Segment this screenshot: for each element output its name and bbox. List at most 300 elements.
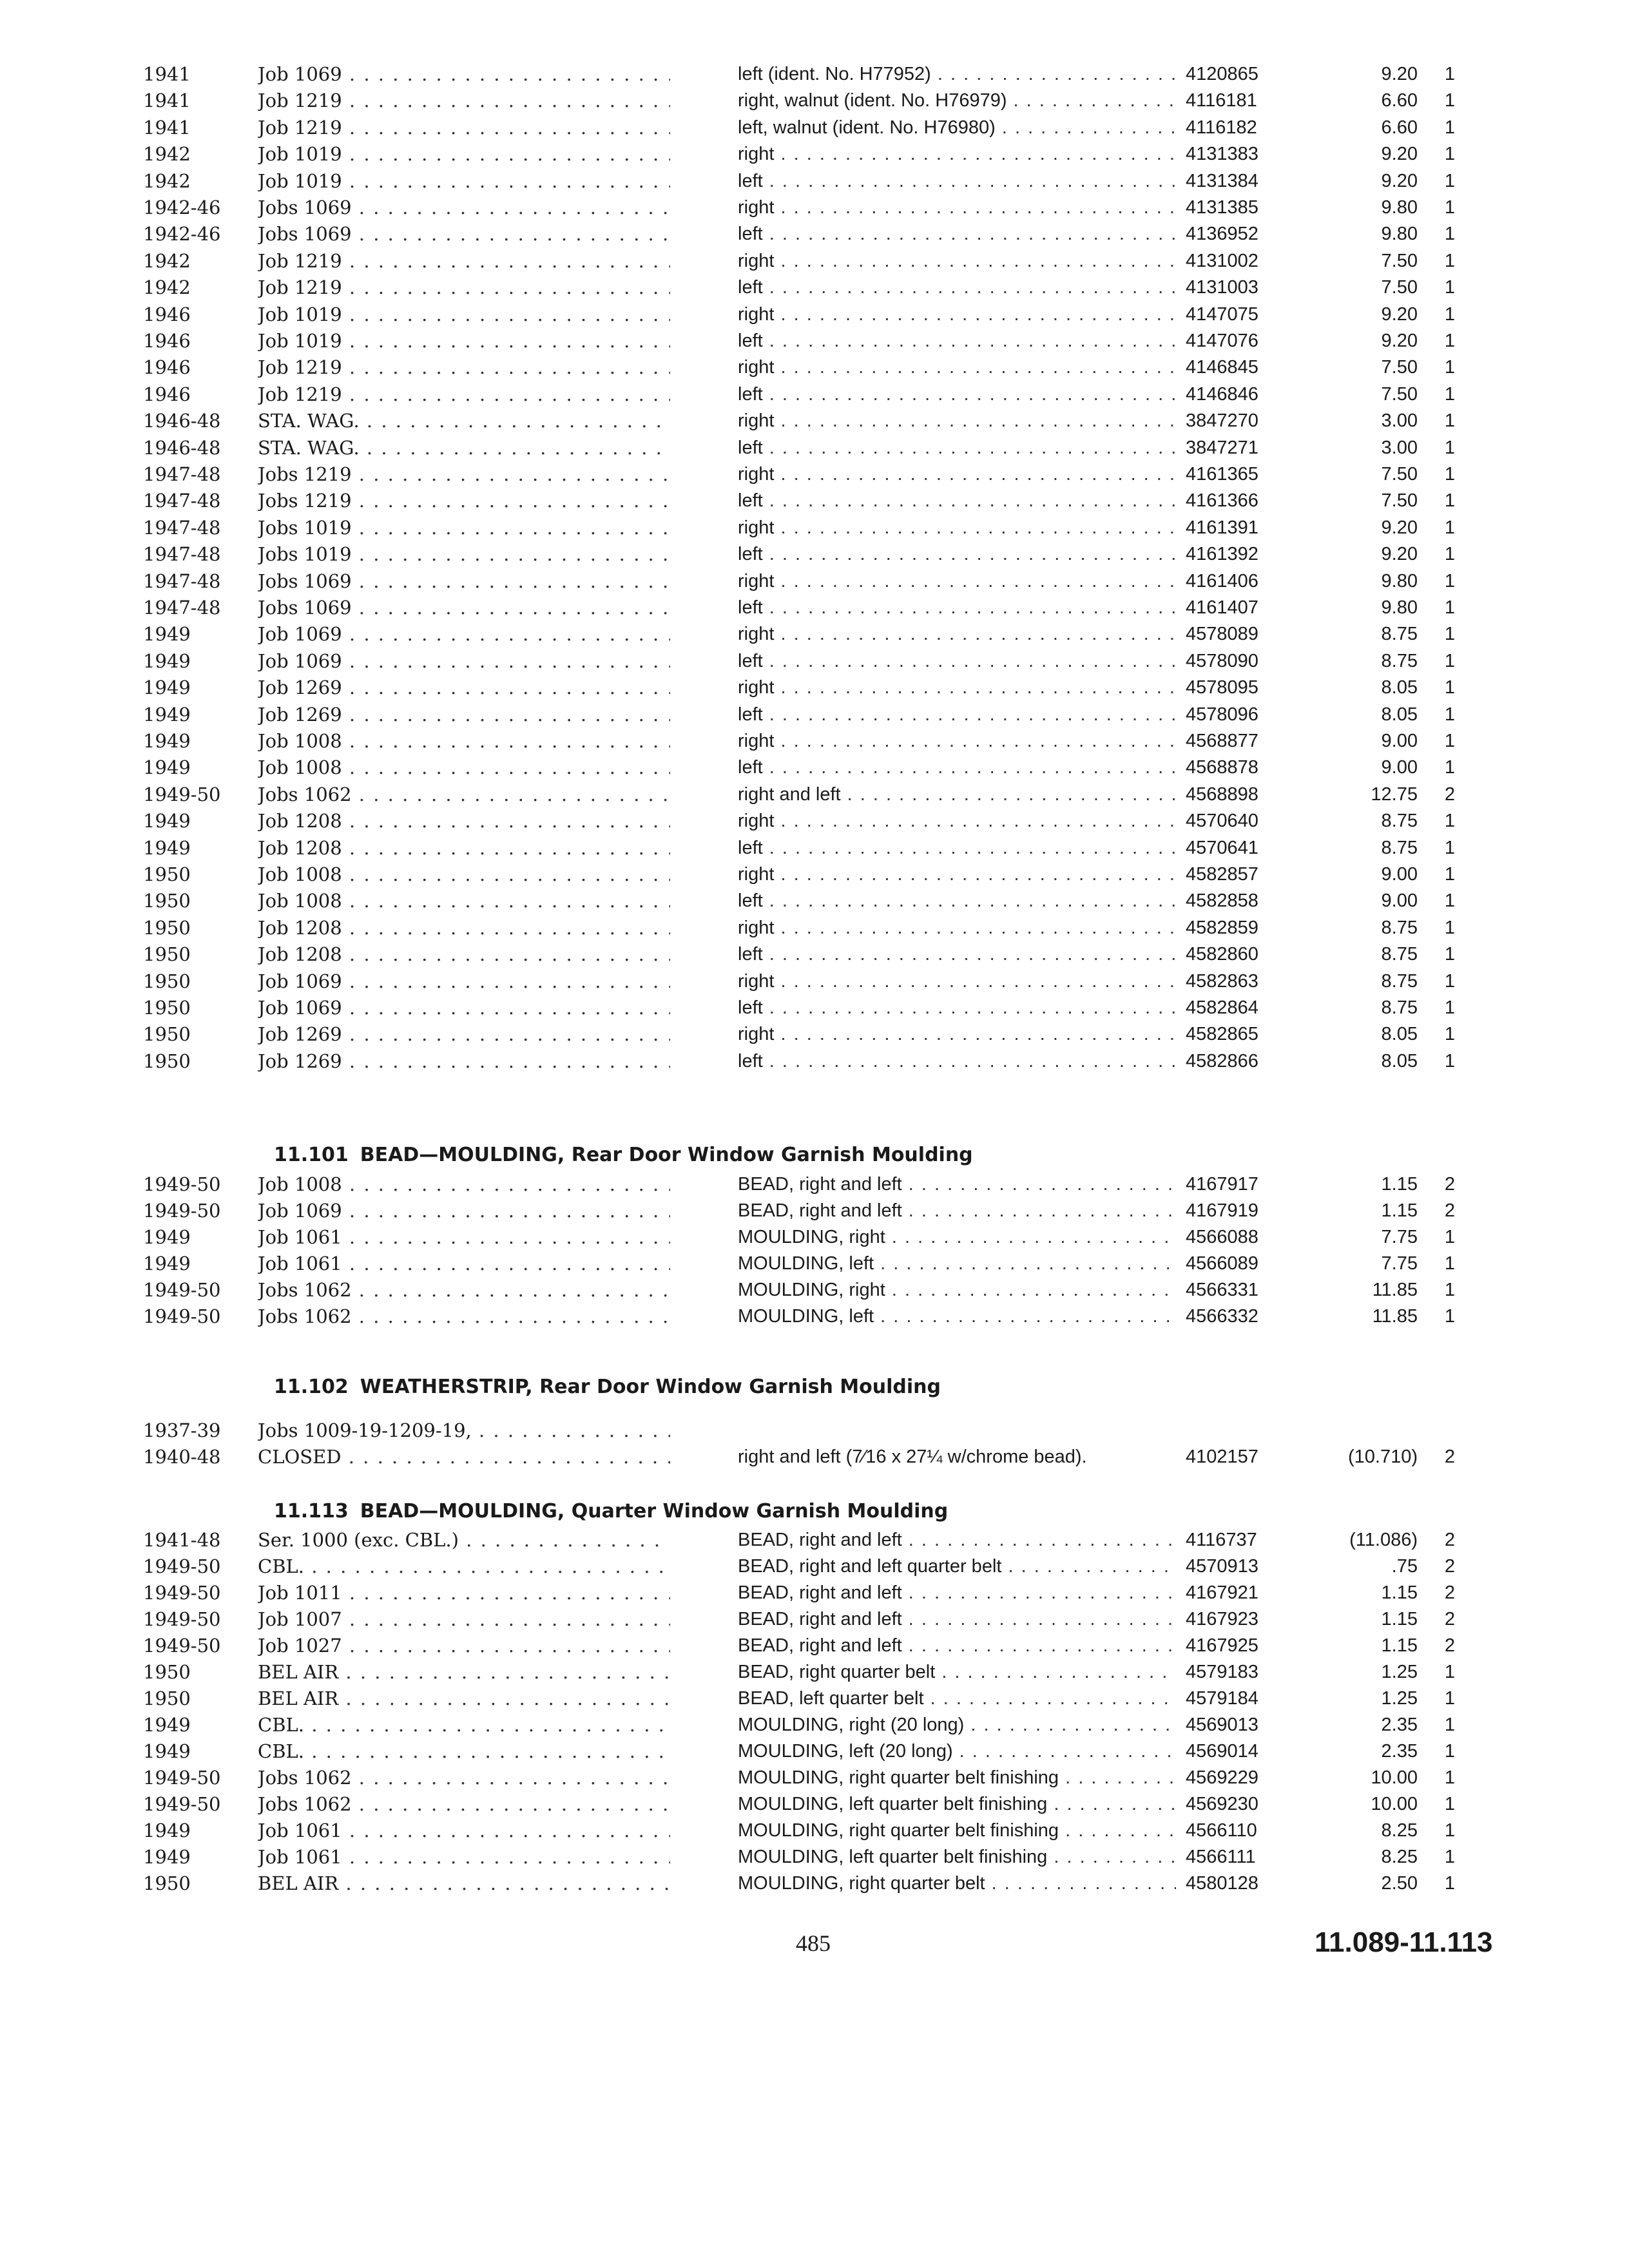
description-cell: MOULDING, left quarter belt finishing . . . xyxy=(738,1791,1176,1817)
table-row xyxy=(0,1277,1629,1303)
part-number-cell: 4161365 xyxy=(1186,464,1258,485)
table-row xyxy=(0,754,1629,780)
quantity-cell: 1 xyxy=(1444,704,1456,725)
table-row xyxy=(0,1527,1629,1553)
year-cell: 1949-50 xyxy=(143,1173,221,1195)
price-cell: 9.20 xyxy=(1381,544,1418,565)
table-row xyxy=(0,115,1629,140)
table-row xyxy=(0,1712,1629,1738)
part-number-cell: 4116182 xyxy=(1186,117,1257,138)
quantity-cell: 2 xyxy=(1444,1446,1456,1467)
description-cell: left . . . xyxy=(738,274,1176,300)
quantity-cell: 2 xyxy=(1444,1556,1456,1577)
year-cell: 1941 xyxy=(143,63,191,85)
quantity-cell: 1 xyxy=(1444,64,1456,84)
year-cell: 1950 xyxy=(143,890,191,912)
quantity-cell: 1 xyxy=(1444,517,1456,538)
table-row xyxy=(0,221,1629,247)
description-cell: left . . . xyxy=(738,1048,1176,1074)
quantity-cell: 1 xyxy=(1444,544,1456,565)
year-cell: 1949 xyxy=(143,1820,191,1841)
model-cell: Jobs 1219 . . . xyxy=(258,461,670,487)
table-row xyxy=(0,1021,1629,1047)
price-cell: 1.15 xyxy=(1381,1635,1418,1656)
part-number-cell: 4566332 xyxy=(1186,1306,1258,1327)
description-cell: right . . . xyxy=(738,728,1176,754)
table-row xyxy=(0,1738,1629,1764)
part-number-cell: 4161391 xyxy=(1186,517,1258,538)
description-cell: right . . . xyxy=(738,915,1176,941)
year-cell: 1949 xyxy=(143,623,191,646)
part-number-cell: 4116737 xyxy=(1186,1530,1257,1550)
quantity-cell: 1 xyxy=(1444,357,1456,378)
part-number-cell: 4566111 xyxy=(1186,1847,1256,1867)
quantity-cell: 2 xyxy=(1444,1582,1456,1603)
model-cell: Job 1019 . . . xyxy=(258,168,670,194)
year-cell: 1949-50 xyxy=(143,1555,221,1577)
description-cell: left . . . xyxy=(738,941,1176,967)
description-cell: right . . . xyxy=(738,1021,1176,1047)
price-cell: 1.25 xyxy=(1381,1662,1418,1682)
part-number-cell: 4570913 xyxy=(1186,1556,1258,1577)
model-cell: Jobs 1069 . . . xyxy=(258,195,670,220)
price-cell: 1.15 xyxy=(1381,1200,1418,1221)
table-row xyxy=(0,1580,1629,1606)
model-cell: Jobs 1019 . . . xyxy=(258,515,670,541)
quantity-cell: 1 xyxy=(1444,117,1456,138)
year-cell: 1950 xyxy=(143,863,191,885)
table-row xyxy=(0,141,1629,167)
quantity-cell: 1 xyxy=(1444,1306,1456,1327)
description-cell: right . . . xyxy=(738,195,1176,220)
part-number-cell: 4146845 xyxy=(1186,357,1258,378)
model-cell: Job 1061 . . . xyxy=(258,1818,670,1843)
quantity-cell: 1 xyxy=(1444,383,1456,405)
price-cell: 9.20 xyxy=(1381,144,1418,165)
table-row xyxy=(0,941,1629,967)
quantity-cell: 1 xyxy=(1444,437,1456,458)
table-row xyxy=(0,835,1629,861)
description-cell: left . . . xyxy=(738,754,1176,780)
table-row xyxy=(0,381,1629,407)
year-cell: 1947-48 xyxy=(143,543,221,566)
table-row xyxy=(0,302,1629,327)
quantity-cell: 1 xyxy=(1444,490,1456,512)
section-11-102-heading: 11.102 WEATHERSTRIP, Rear Door Window Garnish Moulding xyxy=(274,1376,941,1398)
part-number-cell: 4131384 xyxy=(1186,170,1258,191)
year-cell: 1950 xyxy=(143,1023,191,1046)
table-row xyxy=(0,861,1629,887)
model-cell: Jobs 1009-19-1209-19, . . . xyxy=(258,1418,670,1443)
part-number-cell: 4579183 xyxy=(1186,1662,1258,1682)
year-cell: 1947-48 xyxy=(143,463,221,485)
price-cell: 2.50 xyxy=(1381,1873,1418,1894)
price-cell: 7.50 xyxy=(1381,357,1418,378)
model-cell: Ser. 1000 (exc. CBL.) . . . xyxy=(258,1527,670,1553)
year-cell: 1946-48 xyxy=(143,410,221,432)
table-row xyxy=(0,968,1629,994)
year-cell: 1949-50 xyxy=(143,1635,221,1657)
price-cell: 9.80 xyxy=(1381,597,1418,618)
description-cell: left . . . xyxy=(738,648,1176,674)
price-cell: 8.05 xyxy=(1381,1024,1418,1045)
price-cell: 1.15 xyxy=(1381,1609,1418,1629)
part-number-cell: 4582860 xyxy=(1186,944,1258,965)
price-cell: 9.20 xyxy=(1381,331,1418,351)
table-row xyxy=(0,248,1629,274)
model-cell: CBL. . . . xyxy=(258,1738,670,1764)
price-cell: 12.75 xyxy=(1371,783,1418,805)
description-cell: left . . . xyxy=(738,702,1176,727)
price-cell: 1.25 xyxy=(1381,1688,1418,1709)
part-number-cell: 4582865 xyxy=(1186,1024,1258,1045)
year-cell: 1940-48 xyxy=(143,1446,221,1468)
quantity-cell: 1 xyxy=(1444,997,1456,1018)
model-cell: Job 1019 . . . xyxy=(258,141,670,167)
quantity-cell: 1 xyxy=(1444,303,1456,325)
part-number-cell: 4582866 xyxy=(1186,1050,1258,1072)
quantity-cell: 1 xyxy=(1444,650,1456,671)
price-cell: 8.75 xyxy=(1381,624,1418,645)
part-number-cell: 4161406 xyxy=(1186,570,1258,591)
model-cell: Job 1027 . . . xyxy=(258,1633,670,1658)
description-cell: left . . . xyxy=(738,221,1176,247)
description-cell: left (ident. No. H77952) . . . xyxy=(738,61,1176,87)
year-cell: 1949-50 xyxy=(143,783,221,805)
quantity-cell: 1 xyxy=(1444,1280,1456,1300)
price-cell: 7.50 xyxy=(1381,277,1418,298)
description-cell: right . . . xyxy=(738,354,1176,380)
year-cell: 1946 xyxy=(143,303,191,325)
description-cell: left . . . xyxy=(738,328,1176,354)
quantity-cell: 1 xyxy=(1444,1741,1456,1762)
description-cell: MOULDING, right (20 long) . . . xyxy=(738,1712,1176,1738)
table-row xyxy=(0,782,1629,807)
part-number-cell: 4146846 xyxy=(1186,383,1258,405)
model-cell: Job 1061 . . . xyxy=(258,1224,670,1250)
quantity-cell: 1 xyxy=(1444,570,1456,591)
part-number-cell: 4569013 xyxy=(1186,1715,1258,1735)
part-number-cell: 4161392 xyxy=(1186,544,1258,565)
table-row xyxy=(0,675,1629,700)
table-row xyxy=(0,1251,1629,1276)
price-cell: 9.20 xyxy=(1381,517,1418,538)
quantity-cell: 1 xyxy=(1444,677,1456,698)
section-11-113-heading: 11.113 BEAD—MOULDING, Quarter Window Garnish Moulding xyxy=(274,1500,949,1523)
description-cell: MOULDING, right quarter belt . . . xyxy=(738,1870,1176,1896)
description-cell: MOULDING, right quarter belt finishing . . . xyxy=(738,1818,1176,1843)
description-cell: left . . . xyxy=(738,435,1176,461)
model-cell: Job 1269 . . . xyxy=(258,675,670,700)
table-row xyxy=(0,995,1629,1021)
description-cell: MOULDING, left quarter belt finishing . . . xyxy=(738,1844,1176,1870)
year-cell: 1950 xyxy=(143,1050,191,1072)
description-cell: BEAD, right quarter belt . . . xyxy=(738,1659,1176,1685)
table-row xyxy=(0,1633,1629,1658)
price-cell: 7.75 xyxy=(1381,1227,1418,1247)
year-cell: 1949 xyxy=(143,1226,191,1248)
table-row xyxy=(0,408,1629,434)
table-row xyxy=(0,61,1629,87)
part-number-cell: 4131003 xyxy=(1186,277,1258,298)
table-row xyxy=(0,1444,1629,1470)
model-cell: Job 1219 . . . xyxy=(258,115,670,140)
part-number-cell: 4582857 xyxy=(1186,864,1258,885)
model-cell: Job 1008 . . . xyxy=(258,754,670,780)
year-cell: 1950 xyxy=(143,997,191,1019)
model-cell: Job 1269 . . . xyxy=(258,1048,670,1074)
model-cell: Job 1061 . . . xyxy=(258,1844,670,1870)
part-number-cell: 4568898 xyxy=(1186,783,1258,805)
part-number-cell: 4161407 xyxy=(1186,597,1258,618)
price-cell: 9.80 xyxy=(1381,224,1418,245)
price-cell: 8.05 xyxy=(1381,677,1418,698)
year-cell: 1942 xyxy=(143,169,191,192)
price-cell: 7.50 xyxy=(1381,464,1418,485)
price-cell: 2.35 xyxy=(1381,1741,1418,1762)
model-cell: Job 1008 . . . xyxy=(258,1171,670,1197)
year-cell: 1949 xyxy=(143,677,191,699)
description-cell: MOULDING, left (20 long) . . . xyxy=(738,1738,1176,1764)
price-cell: 10.00 xyxy=(1371,1767,1418,1788)
year-cell: 1942 xyxy=(143,143,191,166)
price-cell: (10.710) xyxy=(1347,1446,1418,1467)
quantity-cell: 2 xyxy=(1444,783,1456,805)
price-cell: .75 xyxy=(1391,1556,1418,1577)
quantity-cell: 1 xyxy=(1444,970,1456,992)
description-cell: BEAD, right and left . . . xyxy=(738,1198,1176,1224)
table-row xyxy=(0,195,1629,220)
model-cell: BEL AIR . . . xyxy=(258,1870,670,1896)
price-cell: 11.85 xyxy=(1372,1280,1418,1300)
price-cell: 10.00 xyxy=(1371,1794,1418,1814)
section-range: 11.089-11.113 xyxy=(1315,1927,1493,1958)
description-cell: right . . . xyxy=(738,248,1176,274)
part-number-cell: 4578090 xyxy=(1186,650,1258,671)
model-cell: Job 1007 . . . xyxy=(258,1606,670,1632)
quantity-cell: 2 xyxy=(1444,1174,1456,1195)
description-cell: right and left . . . xyxy=(738,782,1176,807)
year-cell: 1947-48 xyxy=(143,516,221,539)
quantity-cell: 1 xyxy=(1444,597,1456,618)
part-number-cell: 4569230 xyxy=(1186,1794,1258,1814)
description-cell: MOULDING, left . . . xyxy=(738,1251,1176,1276)
quantity-cell: 1 xyxy=(1444,837,1456,858)
quantity-cell: 1 xyxy=(1444,757,1456,778)
table-row xyxy=(0,1553,1629,1579)
year-cell: 1947-48 xyxy=(143,597,221,619)
price-cell: 8.05 xyxy=(1381,704,1418,725)
model-cell: Job 1069 . . . xyxy=(258,621,670,647)
quantity-cell: 1 xyxy=(1444,1820,1456,1841)
table-row xyxy=(0,515,1629,541)
quantity-cell: 1 xyxy=(1444,90,1456,111)
description-cell: BEAD, right and left . . . xyxy=(738,1606,1176,1632)
year-cell: 1949 xyxy=(143,1846,191,1868)
table-row xyxy=(0,274,1629,300)
model-cell: Job 1208 . . . xyxy=(258,915,670,941)
quantity-cell: 1 xyxy=(1444,731,1456,751)
description-cell: right . . . xyxy=(738,515,1176,541)
price-cell: 9.20 xyxy=(1381,170,1418,191)
price-cell: 8.25 xyxy=(1381,1820,1418,1841)
part-number-cell: 4566331 xyxy=(1186,1280,1258,1300)
price-cell: 8.75 xyxy=(1381,837,1418,858)
price-cell: 9.00 xyxy=(1381,890,1418,912)
table-row xyxy=(0,1686,1629,1711)
model-cell: Job 1208 . . . xyxy=(258,835,670,861)
model-cell: Job 1069 . . . xyxy=(258,968,670,994)
model-cell: CBL. . . . xyxy=(258,1553,670,1579)
price-cell: 6.60 xyxy=(1381,117,1418,138)
price-cell: 8.05 xyxy=(1381,1050,1418,1072)
quantity-cell: 1 xyxy=(1444,1847,1456,1867)
year-cell: 1946 xyxy=(143,330,191,352)
year-cell: 1942 xyxy=(143,249,191,272)
table-row xyxy=(0,435,1629,461)
price-cell: (11.086) xyxy=(1349,1530,1418,1550)
quantity-cell: 2 xyxy=(1444,1609,1456,1629)
part-number-cell: 3847271 xyxy=(1186,437,1258,458)
model-cell: Job 1008 . . . xyxy=(258,861,670,887)
model-cell: STA. WAG. . . . xyxy=(258,408,670,434)
quantity-cell: 1 xyxy=(1444,1024,1456,1045)
quantity-cell: 1 xyxy=(1444,1794,1456,1814)
quantity-cell: 1 xyxy=(1444,917,1456,938)
year-cell: 1949 xyxy=(143,1714,191,1736)
part-number-cell: 4131385 xyxy=(1186,197,1258,218)
part-number-cell: 4161366 xyxy=(1186,490,1258,512)
year-cell: 1950 xyxy=(143,1687,191,1709)
description-cell: MOULDING, right . . . xyxy=(738,1277,1176,1303)
part-number-cell: 4566089 xyxy=(1186,1253,1258,1274)
table-row xyxy=(0,702,1629,727)
part-number-cell: 4167919 xyxy=(1186,1200,1258,1221)
part-number-cell: 4116181 xyxy=(1186,90,1257,111)
quantity-cell: 1 xyxy=(1444,864,1456,885)
table-row xyxy=(0,568,1629,594)
description-cell: right . . . xyxy=(738,675,1176,700)
model-cell: Jobs 1062 . . . xyxy=(258,1765,670,1791)
model-cell: Job 1208 . . . xyxy=(258,941,670,967)
model-cell: Job 1219 . . . xyxy=(258,354,670,380)
description-cell: BEAD, left quarter belt . . . xyxy=(738,1686,1176,1711)
quantity-cell: 1 xyxy=(1444,1253,1456,1274)
table-row xyxy=(0,915,1629,941)
year-cell: 1941 xyxy=(143,90,191,112)
year-cell: 1949-50 xyxy=(143,1608,221,1630)
part-number-cell: 4582864 xyxy=(1186,997,1258,1018)
part-number-cell: 4566088 xyxy=(1186,1227,1258,1247)
year-cell: 1941-48 xyxy=(143,1529,221,1551)
part-number-cell: 4167921 xyxy=(1186,1582,1258,1603)
description-cell: left . . . xyxy=(738,595,1176,620)
year-cell: 1949-50 xyxy=(143,1767,221,1789)
price-cell: 9.80 xyxy=(1381,570,1418,591)
description-cell: BEAD, right and left . . . xyxy=(738,1171,1176,1197)
price-cell: 9.00 xyxy=(1381,757,1418,778)
price-cell: 8.75 xyxy=(1381,917,1418,938)
part-number-cell: 4578089 xyxy=(1186,624,1258,645)
year-cell: 1949-50 xyxy=(143,1279,221,1301)
year-cell: 1942-46 xyxy=(143,223,221,245)
year-cell: 1942-46 xyxy=(143,197,221,218)
quantity-cell: 1 xyxy=(1444,1050,1456,1072)
model-cell: Job 1219 . . . xyxy=(258,248,670,274)
model-cell: STA. WAG. . . . xyxy=(258,435,670,461)
price-cell: 8.75 xyxy=(1381,997,1418,1018)
model-cell: Job 1069 . . . xyxy=(258,1198,670,1224)
description-cell: right, walnut (ident. No. H76979) . . . xyxy=(738,88,1176,113)
year-cell: 1937-39 xyxy=(143,1419,221,1441)
description-cell: left . . . xyxy=(738,835,1176,861)
description-cell: BEAD, right and left . . . xyxy=(738,1580,1176,1606)
part-number-cell: 4578096 xyxy=(1186,704,1258,725)
table-row xyxy=(0,1870,1629,1896)
quantity-cell: 1 xyxy=(1444,624,1456,645)
table-row xyxy=(0,461,1629,487)
description-cell: right . . . xyxy=(738,968,1176,994)
price-cell: 8.75 xyxy=(1381,650,1418,671)
part-number-cell: 4569229 xyxy=(1186,1767,1258,1788)
model-cell: Jobs 1062 . . . xyxy=(258,1303,670,1329)
quantity-cell: 2 xyxy=(1444,1200,1456,1221)
year-cell: 1946 xyxy=(143,356,191,379)
description-cell: left . . . xyxy=(738,381,1176,407)
year-cell: 1946-48 xyxy=(143,436,221,459)
part-number-cell: 4131383 xyxy=(1186,144,1258,165)
year-cell: 1950 xyxy=(143,943,191,966)
price-cell: 11.85 xyxy=(1372,1306,1418,1327)
model-cell: BEL AIR . . . xyxy=(258,1659,670,1685)
quantity-cell: 1 xyxy=(1444,144,1456,165)
year-cell: 1950 xyxy=(143,970,191,992)
table-row xyxy=(0,488,1629,514)
model-cell: Job 1269 . . . xyxy=(258,1021,670,1047)
model-cell: Jobs 1019 . . . xyxy=(258,541,670,567)
model-cell: Job 1019 . . . xyxy=(258,328,670,354)
page-number: 485 xyxy=(796,1930,831,1956)
description-cell: left, walnut (ident. No. H76980) . . . xyxy=(738,115,1176,140)
table-row xyxy=(0,1048,1629,1074)
quantity-cell: 1 xyxy=(1444,811,1456,832)
quantity-cell: 2 xyxy=(1444,1635,1456,1656)
part-number-cell: 3847270 xyxy=(1186,410,1258,432)
description-cell: left . . . xyxy=(738,888,1176,914)
model-cell: Job 1061 . . . xyxy=(258,1251,670,1276)
year-cell: 1950 xyxy=(143,1661,191,1683)
description-cell: right . . . xyxy=(738,408,1176,434)
part-number-cell: 4120865 xyxy=(1186,64,1258,84)
year-cell: 1947-48 xyxy=(143,490,221,512)
price-cell: 1.15 xyxy=(1381,1174,1418,1195)
price-cell: 1.15 xyxy=(1381,1582,1418,1603)
part-number-cell: 4582859 xyxy=(1186,917,1258,938)
description-cell: right . . . xyxy=(738,808,1176,834)
table-row xyxy=(0,808,1629,834)
quantity-cell: 1 xyxy=(1444,944,1456,965)
model-cell: Job 1069 . . . xyxy=(258,995,670,1021)
quantity-cell: 1 xyxy=(1444,890,1456,912)
part-number-cell: 4569014 xyxy=(1186,1741,1258,1762)
year-cell: 1949-50 xyxy=(143,1305,221,1327)
quantity-cell: 1 xyxy=(1444,197,1456,218)
part-number-cell: 4102157 xyxy=(1186,1446,1258,1467)
price-cell: 9.00 xyxy=(1381,731,1418,751)
table-row xyxy=(0,88,1629,113)
year-cell: 1949 xyxy=(143,1253,191,1274)
table-row xyxy=(0,1765,1629,1791)
